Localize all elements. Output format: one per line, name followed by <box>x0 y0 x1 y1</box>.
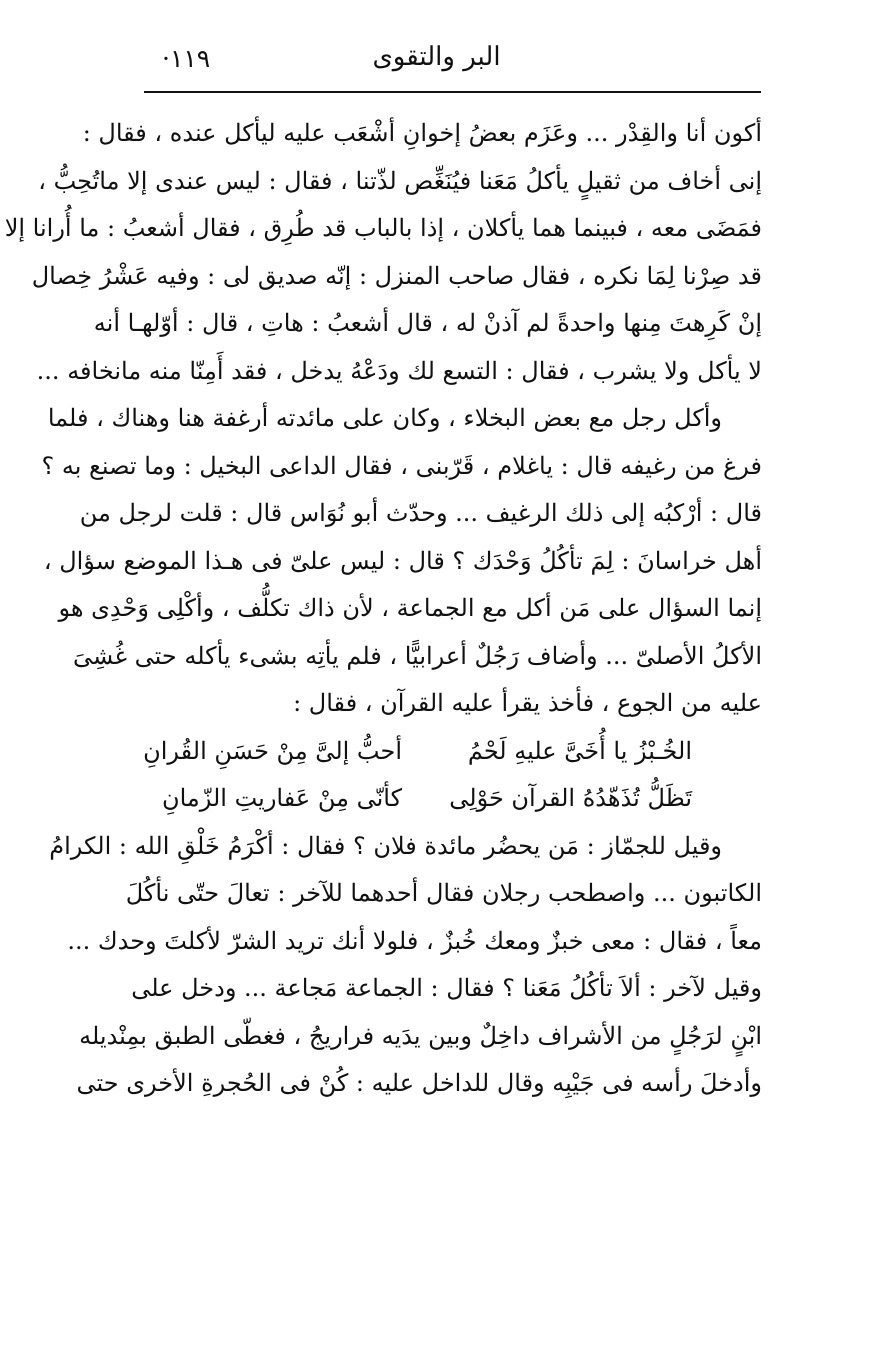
text-line: وأكل رجل مع بعض البخلاء ، وكان على مائدته أرغفة هنا وهناك ، فلما <box>47 404 722 432</box>
verse-hemistich: الخُـبْزُ يا أُخَىَّ عليهِ لَحْمُ <box>467 736 692 765</box>
text-line: وقيل للجمّاز : مَن يحضُر مائدة فلان ؟ فقال : أكْرَمُ خَلْقِ الله : الكرامُ <box>49 831 722 860</box>
text-line: وأدخلَ رأسه فى جَيْبِه وقال للداخل عليه : كُنْ فى الحُجرةِ الأخرى حتى <box>76 1069 762 1097</box>
poem-verse <box>150 775 762 823</box>
text-line: إنى أخاف من ثقيلٍ يأكلُ مَعَنا فيُنَغِّص لذّتنا ، فقال : ليس عندى إلا ماتُحِبُّ ، <box>38 166 762 195</box>
text-line: فمَضَى معه ، فبينما هما يأكلان ، إذا بالباب قد طُرِق ، فقال أشعبُ : ما أُرانا إلا <box>4 214 762 242</box>
text-line: الكاتبون ... واصطحب رجلان فقال أحدهما للآخر : تعالَ حتّى نأكُلَ <box>125 879 762 907</box>
page-number: ·١١٩ <box>162 44 211 73</box>
text-line: أهل خراسانَ : لِمَ تأكُلُ وَحْدَك ؟ قال : ليس علىّ فى هـذا الموضع سؤال ، <box>43 546 762 575</box>
text-line: معاً ، فقال : معى خبزٌ ومعك خُبزٌ ، فلولا أنك تريد الشرّ لأكلتَ وحدك ... <box>67 926 762 955</box>
text-line: إنما السؤال على مَن أكل مع الجماعة ، لأن ذاك تكلُّف ، وأكْلِى وَحْدِى هو <box>58 594 762 622</box>
poem-verse <box>143 728 762 776</box>
verse-hemistich: تَظَلُّ تُذَهّدُهُ القرآن حَوْلِى <box>449 784 692 812</box>
verse-hemistich: كأنّى مِنْ عَفاريتِ الزّمانِ <box>161 784 402 812</box>
running-title: البر والتقوى <box>372 42 501 72</box>
text-line: وقيل لآخر : ألاَ تأكُلُ مَعَنا ؟ فقال : الجماعة مَجاعة ... ودخل على <box>131 974 762 1002</box>
text-line: فرغ من رغيفه قال : ياغلام ، قَرّبنى ، فقال الداعى البخيل : وما تصنع به ؟ <box>41 451 762 480</box>
page-header <box>0 0 873 100</box>
text-line: قد صِرْنا لِمَا نكره ، فقال صاحب المنزل : إنّه صديق لى : وفيه عَشْرُ خِصال <box>31 261 762 290</box>
header-rule <box>144 91 761 93</box>
verse-hemistich: أحبُّ إلىَّ مِنْ حَسَنِ القُرانِ <box>143 736 402 765</box>
text-line: قال : أرْكبُه إلى ذلك الرغيف ... وحدّث أبو نُوَاس قال : قلت لرجل من <box>79 499 762 527</box>
text-line: ابْنٍ لرَجُلٍ من الأشراف داخِلٌ وبين يدَيه فراريجُ ، فغطّى الطبق بمِنْديله <box>79 1021 762 1050</box>
text-line: عليه من الجوع ، فأخذ يقرأ عليه القرآن ، فقال : <box>293 689 762 717</box>
text-line: أكون أنا والقِدْر ... وعَزَم بعضُ إخوانِ أشْعَب عليه ليأكل عنده ، فقال : <box>82 119 762 147</box>
text-line: الأكلُ الأصلىّ ... وأضاف رَجُلٌ أعرابيًّا ، فلم يأتِه بشىء يأكله حتى غُشِىَ <box>73 641 762 670</box>
page-body <box>4 110 762 1108</box>
text-line: إنْ كَرِهتَ مِنها واحدةً لم آذنْ له ، قال أشعبُ : هاتِ ، قال : أوّلهـا أنه <box>93 309 762 337</box>
text-line: لا يأكل ولا يشرب ، فقال : التسع لك ودَعْهُ يدخل ، فقد أَمِنّا منه مانخافه ... <box>36 356 762 385</box>
